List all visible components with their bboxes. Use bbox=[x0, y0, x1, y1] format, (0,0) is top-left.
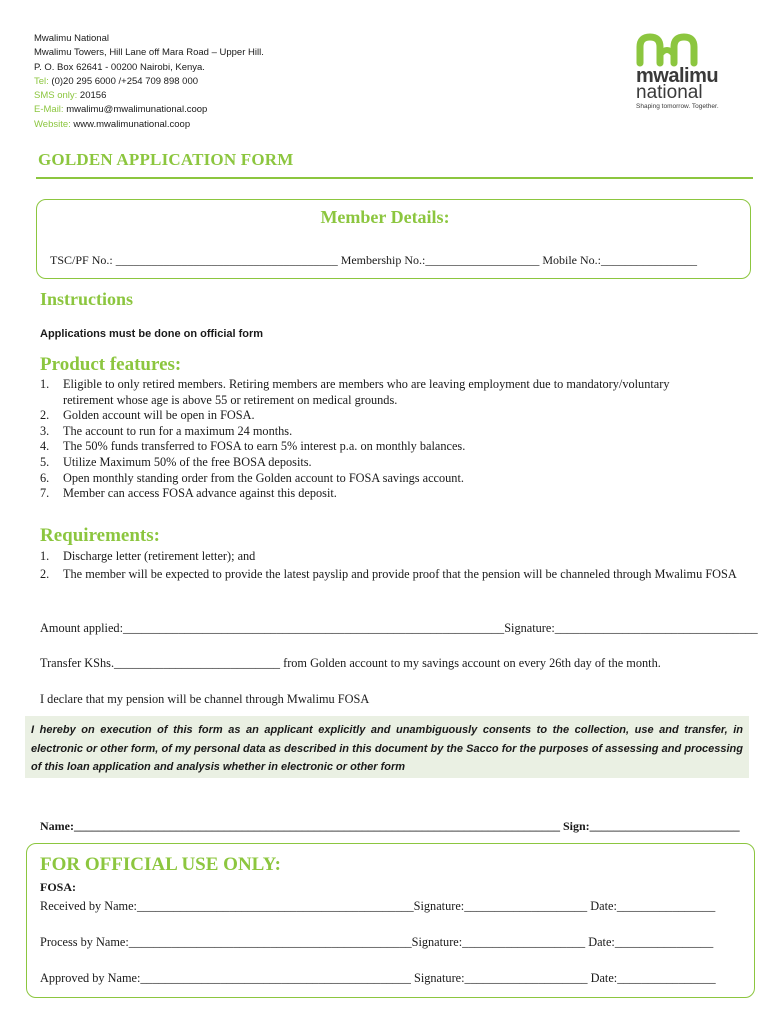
list-number: 1. bbox=[40, 377, 50, 391]
logo-word-mwalimu: mwalimu bbox=[636, 65, 719, 87]
pension-declaration: I declare that my pension will be channel through Mwalimu FOSA bbox=[40, 692, 370, 706]
requirements-heading: Requirements: bbox=[40, 525, 160, 546]
logo-word-national: national bbox=[636, 82, 703, 103]
address-line-1: Mwalimu Towers, Hill Lane off Mara Road – Upper Hill. bbox=[34, 47, 264, 59]
list-item bbox=[40, 455, 710, 471]
instructions-text: Applications must be done on official form bbox=[40, 328, 264, 340]
requirements-list bbox=[40, 548, 760, 583]
list-text: Open monthly standing order from the Golden account to FOSA savings account. bbox=[63, 470, 464, 485]
email-line bbox=[34, 103, 264, 117]
list-number: 1. bbox=[40, 549, 50, 563]
logo-arches-icon bbox=[634, 33, 744, 69]
received-by-field[interactable]: Received by Name:_____________________________________________Signature:____________________ Date:________________ bbox=[40, 899, 716, 913]
telephone-line bbox=[34, 75, 264, 89]
list-item bbox=[40, 439, 710, 455]
approved-by-field[interactable]: Approved by Name:____________________________________________ Signature:____________________ Date:________________ bbox=[40, 971, 716, 985]
org-name: Mwalimu National bbox=[34, 33, 109, 44]
list-number: 2. bbox=[40, 408, 50, 423]
title-divider bbox=[36, 177, 753, 179]
list-text: The 50% funds transferred to FOSA to earn 5% interest p.a. on monthly balances. bbox=[63, 439, 466, 454]
list-text: The member will be expected to provide the latest payslip and provide proof that the pension will be channeled through Mwalimu FOSA bbox=[63, 566, 737, 581]
organization-header bbox=[34, 32, 264, 132]
member-details-title: Member Details: bbox=[320, 207, 450, 227]
list-text: Eligible to only retired members. Retiring members are members who are leaving employment due to mandatory/voluntary retirement whose age is above 55 or retirement on medical grounds. bbox=[63, 377, 670, 407]
tel-label: Tel: bbox=[34, 75, 49, 87]
sms-label: SMS only: bbox=[34, 90, 78, 102]
website-line bbox=[34, 118, 264, 132]
list-number: 3. bbox=[40, 423, 50, 438]
list-number: 7. bbox=[40, 486, 50, 501]
fosa-label: FOSA: bbox=[40, 880, 76, 894]
website-label: Website: bbox=[34, 118, 71, 130]
list-item bbox=[40, 566, 760, 584]
list-item bbox=[40, 471, 710, 487]
list-number: 6. bbox=[40, 470, 50, 485]
list-number: 2. bbox=[40, 566, 50, 581]
list-item bbox=[40, 408, 710, 424]
process-by-field[interactable]: Process by Name:______________________________________________Signature:____________________ Date:________________ bbox=[40, 935, 714, 949]
website-value: www.mwalimunational.coop bbox=[70, 118, 191, 130]
address-line-2: P. O. Box 62641 - 00200 Nairobi, Kenya. bbox=[34, 61, 205, 73]
email-label: E-Mail: bbox=[34, 104, 64, 116]
transfer-amount-field[interactable]: Transfer KShs.___________________________ from Golden account to my savings account on every 26th day of the month. bbox=[40, 656, 661, 670]
sms-value: 20156 bbox=[77, 90, 107, 102]
list-number: 4. bbox=[40, 439, 50, 454]
tel-value: (0)20 295 6000 /+254 709 898 000 bbox=[48, 75, 199, 87]
list-text: Utilize Maximum 50% of the free BOSA deposits. bbox=[63, 454, 312, 469]
sms-line bbox=[34, 89, 264, 103]
list-text: The account to run for a maximum 24 months. bbox=[63, 423, 293, 438]
mwalimu-national-logo bbox=[634, 33, 744, 113]
email-value: mwalimu@mwalimunational.coop bbox=[63, 104, 208, 116]
form-title: GOLDEN APPLICATION FORM bbox=[38, 150, 294, 169]
list-text: Golden account will be open in FOSA. bbox=[63, 408, 255, 423]
list-item bbox=[40, 548, 760, 566]
list-item bbox=[40, 424, 710, 440]
consent-text: I hereby on execution of this form as an applicant explicitly and unambiguously consents to the collection, use and transfer, in electronic or other form, of my personal data as described in this document by the Sacco for the purposes of assessing and processing of this loan application and analysis whether in electronic or other form bbox=[31, 724, 743, 773]
product-features-list bbox=[40, 377, 710, 502]
list-text: Discharge letter (retirement letter); and bbox=[63, 549, 256, 563]
amount-applied-field[interactable]: Amount applied:______________________________________________________________Signature:_________________________________ bbox=[40, 621, 758, 635]
member-details-fields[interactable]: TSC/PF No.: _____________________________________ Membership No.:___________________ Mobile No.:________________ bbox=[50, 253, 698, 267]
list-text: Member can access FOSA advance against this deposit. bbox=[63, 486, 337, 501]
list-item bbox=[40, 377, 710, 408]
name-sign-field[interactable]: Name:_________________________________________________________________________________ Sign:_________________________ bbox=[40, 819, 740, 833]
logo-tagline: Shaping tomorrow. Together. bbox=[636, 103, 719, 110]
list-number: 5. bbox=[40, 454, 50, 469]
instructions-heading: Instructions bbox=[40, 289, 134, 309]
list-item bbox=[40, 486, 710, 502]
official-use-title: FOR OFFICIAL USE ONLY: bbox=[40, 854, 281, 875]
product-features-heading: Product features: bbox=[40, 354, 182, 375]
